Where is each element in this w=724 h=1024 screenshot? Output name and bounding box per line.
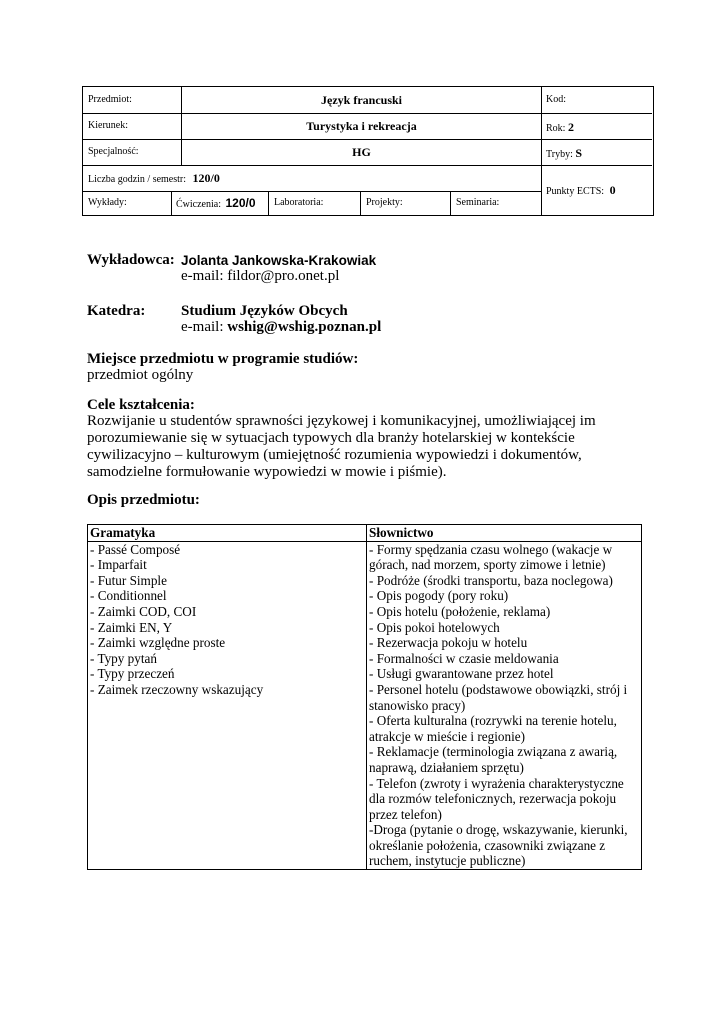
wyklady-label: Wykłady: [88,197,127,208]
list-item: - Usługi gwarantowane przez hotel [369,666,554,682]
department-label: Katedra: [87,303,146,319]
col-divider [450,191,451,215]
department-name: Studium Języków Obcych [181,303,348,319]
list-item: określanie położenia, czasowniki związane z [369,837,606,853]
list-item: - Formy spędzania czasu wolnego (wakacje w [369,541,613,557]
przedmiot-label: Przedmiot: [88,94,132,105]
seminaria-label: Seminaria: [456,197,500,208]
list-item: - Rezerwacja pokoju w hotelu [369,635,528,651]
cwiczenia-field [176,196,256,210]
list-item: - Opis pogody (pory roku) [369,588,509,604]
list-item: ruchem, instytucje publiczne) [369,853,526,869]
list-item: - Imparfait [90,557,147,573]
list-item: - Opis hotelu (położenie, reklama) [369,603,551,619]
opis-table [87,524,642,870]
lecturer-email[interactable]: fildor@pro.onet.pl [227,268,340,284]
goals-line: Rozwijanie u studentów sprawności językowej i komunikacyjnej, umożliwiającej im [87,413,596,429]
department-email[interactable]: wshig@wshig.poznan.pl [227,319,382,335]
rok-value: 2 [567,120,574,134]
list-item: - Zaimki EN, Y [90,619,173,635]
tryby-label: Tryby: [546,149,573,160]
place-text: przedmiot ogólny [87,367,194,383]
department-email-line [181,319,381,336]
gramatyka-list [88,541,367,869]
list-item: - Podróże (środki transportu, baza noclegowa) [369,572,613,588]
kod-label: Kod: [546,94,566,105]
list-item: dla rozmów telefonicznych, rezerwacja pokoju [369,791,617,807]
projekty-label: Projekty: [366,197,403,208]
list-item: przez telefon) [369,806,442,822]
list-item: - Oferta kulturalna (rozrywki na terenie hotelu, [369,713,617,729]
list-item: - Telefon (zwroty i wyrażenia charakterystyczne [369,775,624,791]
list-item: atrakcje w mieście i regionie) [369,728,525,744]
kierunek-label: Kierunek: [88,120,128,131]
rok-field [546,120,574,135]
liczba-godzin-label: Liczba godzin / semestr: [88,174,187,185]
list-item: - Typy przeczeń [90,666,175,682]
table-header-row [88,525,642,542]
row-divider [83,165,652,166]
przedmiot-value: Język francuski [321,93,402,107]
row-divider [83,113,652,114]
tryby-value: S [575,146,583,160]
gramatyka-header: Gramatyka [88,525,367,542]
slownictwo-header: Słownictwo [367,525,642,542]
goals-heading: Cele kształcenia: [87,397,195,413]
col-divider [360,191,361,215]
list-item: naprawą, działaniem sprzętu) [369,759,524,775]
list-item: - Personel hotelu (podstawowe obowiązki, strój i [369,681,628,697]
liczba-godzin-field [88,171,220,186]
rok-label: Rok: [546,123,566,134]
lecturer-label: Wykładowca: [87,252,175,268]
list-item: - Zaimek rzeczowny wskazujący [90,681,264,697]
col-divider [541,87,542,215]
place-heading: Miejsce przedmiotu w programie studiów: [87,351,359,367]
list-item: - Passé Composé [90,541,181,557]
liczba-godzin-value: 120/0 [192,171,220,185]
specjalnosc-label: Specjalność: [88,146,139,157]
list-item: -Droga (pytanie o drogę, wskazywanie, kierunki, [369,822,628,838]
row-divider [83,191,542,192]
row-divider [83,139,652,140]
tryby-field [546,146,582,161]
list-item: stanowisko pracy) [369,697,466,713]
lecturer-email-prefix: e-mail: [181,268,224,284]
col-divider [268,191,269,215]
list-item: - Zaimki względne proste [90,635,226,651]
lecturer-email-line [181,268,339,285]
punkty-ects-label: Punkty ECTS: [546,186,605,197]
lecturer-name: Jolanta Jankowska-Krakowiak [181,253,377,268]
course-header-table [82,86,654,216]
list-item: - Conditionnel [90,588,167,604]
laboratoria-label: Laboratoria: [274,197,324,208]
col-divider [171,191,172,215]
list-item: - Zaimki COD, COI [90,603,197,619]
list-item: - Formalności w czasie meldowania [369,650,559,666]
list-item: - Typy pytań [90,650,157,666]
specjalnosc-value: HG [352,145,371,159]
cwiczenia-value: 120/0 [225,196,256,210]
goals-line: samodzielne formułowanie wypowiedzi w mowie i piśmie). [87,464,447,480]
cwiczenia-label: Ćwiczenia: [176,199,221,210]
goals-paragraph [87,413,596,481]
list-item: - Futur Simple [90,572,167,588]
goals-line: cywilizacyjno – kulturowym (umiejętność rozumienia wypowiedzi i dokumentów, [87,447,582,463]
punkty-ects-value: 0 [609,183,616,197]
opis-heading: Opis przedmiotu: [87,492,200,508]
department-email-prefix: e-mail: [181,319,224,335]
list-item: - Reklamacje (terminologia związana z awarią, [369,744,618,760]
goals-line: porozumiewanie się w sytuacjach typowych dla branży hotelarskiej w kontekście [87,430,575,446]
kierunek-value: Turystyka i rekreacja [306,119,417,133]
punkty-ects-field [546,183,616,198]
list-item: górach, nad morzem, sporty zimowe i letnie) [369,557,606,573]
slownictwo-list [367,541,642,869]
table-row [88,541,642,869]
list-item: - Opis pokoi hotelowych [369,619,500,635]
